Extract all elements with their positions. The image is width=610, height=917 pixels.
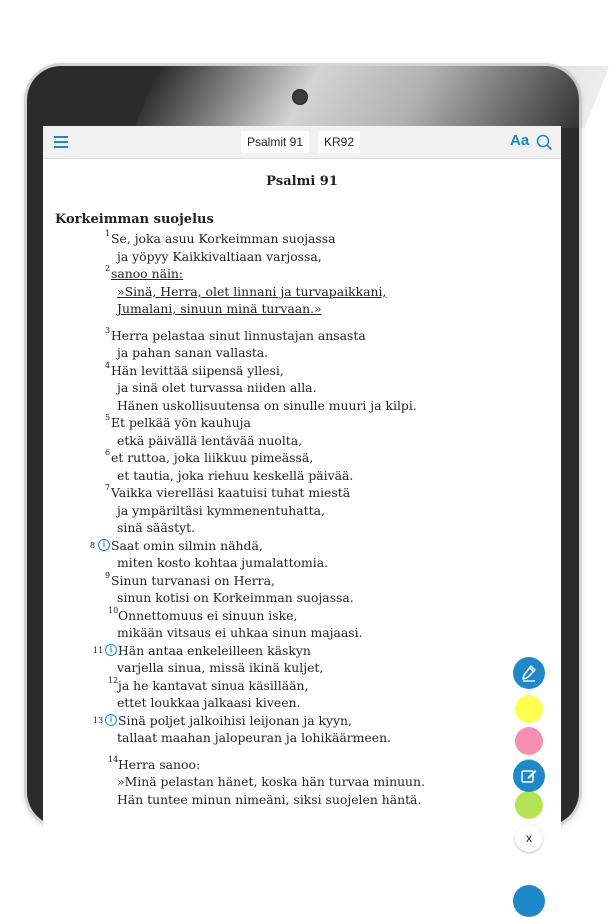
verse-text: sinä säästyt.: [117, 520, 196, 535]
verse-number: 12: [108, 675, 119, 685]
verse-line[interactable]: [43, 432, 513, 450]
verse-number: 2: [105, 264, 111, 273]
reading-pane: [43, 158, 561, 846]
verse-text: mikään vitsaus ei uhkaa sinun majaasi.: [117, 625, 363, 640]
verse-number: 13: [93, 715, 104, 725]
verse-number: 11: [93, 645, 104, 655]
info-icon[interactable]: i: [105, 714, 117, 726]
info-icon[interactable]: i: [105, 644, 117, 656]
verse-number: 3: [105, 325, 111, 335]
verse-line[interactable]: [43, 537, 513, 555]
verse-line[interactable]: [43, 449, 513, 467]
tablet-frame: [27, 66, 579, 845]
bible-version-selector[interactable]: KR92: [318, 131, 360, 153]
edit-note-button[interactable]: [513, 760, 545, 792]
verse-line[interactable]: [43, 265, 513, 283]
verse-text: et ruttoa, joka liikkuu pimeässä,: [111, 450, 314, 465]
verse-line[interactable]: [43, 379, 513, 397]
highlighter-pen-icon: [520, 664, 538, 682]
verse-text: »Minä pelastan hänet, koska hän turvaa minuun.: [117, 774, 425, 789]
verse-text: ja yöpyy Kaikkivaltiaan varjossa,: [117, 248, 322, 264]
verse-line[interactable]: [43, 397, 513, 415]
chapter-title: Psalmi 91: [266, 174, 338, 189]
verse-number: 4: [105, 360, 111, 370]
verse-line[interactable]: [43, 729, 513, 747]
edit-note-icon: [520, 767, 538, 785]
font-settings-button[interactable]: Aa: [510, 132, 530, 149]
verse-text: Hän tuntee minun nimeäni, siksi suojelen häntä.: [117, 791, 422, 807]
verse-number: 14: [108, 754, 119, 764]
highlight-green-swatch[interactable]: [515, 791, 543, 819]
close-palette-button[interactable]: x: [515, 824, 543, 852]
verse-text: ja he kantavat sinua käsillään,: [118, 677, 309, 693]
verse-text: ja pahan sanan vallasta.: [117, 345, 269, 360]
verse-list: [43, 230, 513, 808]
verse-text: etkä päivällä lentävää nuolta,: [117, 432, 303, 448]
verse-text-underlined: »Sinä, Herra, olet linnani ja turvapaikkani,: [117, 283, 387, 299]
verse-text: Hän levittää siipensä yllesi,: [111, 362, 284, 378]
verse-text: Sinun turvanasi on Herra,: [111, 572, 275, 588]
verse-text: varjella sinua, missä ikinä kuljet,: [117, 660, 324, 675]
verse-text: Se, joka asuu Korkeimman suojassa: [111, 231, 336, 246]
verse-line[interactable]: [43, 327, 513, 345]
verse-line[interactable]: [43, 230, 513, 248]
verse-line[interactable]: [43, 414, 513, 432]
top-toolbar: [43, 126, 561, 159]
verse-line[interactable]: [43, 502, 513, 520]
verse-text: Herra pelastaa sinut linnustajan ansasta: [111, 327, 366, 343]
verse-line[interactable]: [43, 554, 513, 572]
verse-text: Sinä poljet jalkoihisi leijonan ja kyyn,: [118, 712, 352, 728]
verse-line[interactable]: [43, 467, 513, 485]
verse-text: Et pelkää yön kauhuja: [111, 415, 251, 430]
verse-number: 5: [105, 413, 111, 422]
app-screen: [43, 126, 561, 846]
verse-text: ja sinä olet turvassa niiden alla.: [117, 380, 317, 395]
verse-text: sinun kotisi on Korkeimman suojassa.: [117, 590, 354, 605]
verse-line[interactable]: [43, 572, 513, 590]
verse-text: Hän antaa enkeleilleen käskyn: [118, 642, 311, 658]
verse-number: 10: [108, 605, 119, 615]
highlight-yellow-swatch[interactable]: [515, 695, 543, 723]
verse-line[interactable]: [43, 677, 513, 695]
verse-line[interactable]: [43, 300, 513, 318]
verse-text: Onnettomuus ei sinuun iske,: [118, 607, 298, 623]
verse-line[interactable]: [43, 694, 513, 712]
verse-number: 8: [90, 540, 96, 550]
search-icon[interactable]: [535, 133, 553, 151]
verse-text: Vaikka vierelläsi kaatuisi tuhat miestä: [111, 485, 351, 500]
verse-line[interactable]: [43, 344, 513, 362]
verse-number: 6: [105, 448, 111, 457]
verse-line[interactable]: [43, 362, 513, 380]
verse-number: 9: [105, 570, 111, 580]
verse-text: et tautia, joka riehuu keskellä päivää.: [117, 467, 354, 483]
verse-line[interactable]: [43, 589, 513, 607]
verse-text-underlined: sanoo näin:: [111, 266, 184, 281]
verse-line[interactable]: [43, 519, 513, 537]
verse-line[interactable]: [43, 248, 513, 266]
verse-number: 7: [105, 483, 111, 492]
info-icon[interactable]: i: [98, 539, 110, 551]
verse-text: ja ympäriltäsi kymmenentuhatta,: [117, 502, 325, 518]
verse-line[interactable]: [43, 712, 513, 730]
camera-icon: [292, 89, 308, 105]
verse-text: Herra sanoo:: [118, 756, 201, 772]
verse-line[interactable]: [43, 624, 513, 642]
verse-text: Saat omin silmin nähdä,: [111, 537, 263, 553]
verse-line[interactable]: [43, 283, 513, 301]
verse-line[interactable]: [43, 791, 513, 809]
hamburger-menu-icon[interactable]: [54, 136, 68, 148]
highlighter-button[interactable]: [513, 657, 545, 689]
verse-line[interactable]: [43, 659, 513, 677]
verse-line[interactable]: [43, 756, 513, 774]
section-heading: Korkeimman suojelus: [55, 212, 214, 227]
verse-line[interactable]: [43, 773, 513, 791]
verse-line[interactable]: [43, 642, 513, 660]
verse-number: 1: [105, 229, 111, 238]
device-reflection: [134, 66, 609, 128]
verse-text: ettet loukkaa jalkaasi kiveen.: [117, 695, 301, 710]
highlight-pink-swatch[interactable]: [515, 727, 543, 755]
verse-text: miten kosto kohtaa jumalattomia.: [117, 555, 329, 570]
verse-line[interactable]: [43, 607, 513, 625]
verse-line[interactable]: [43, 484, 513, 502]
book-chapter-selector[interactable]: Psalmit 91: [241, 131, 309, 153]
verse-text: tallaat maahan jalopeuran ja lohikäärmeen.: [117, 730, 391, 745]
verse-text: Hänen uskollisuutensa on sinulle muuri ja kilpi.: [117, 397, 417, 413]
verse-text-underlined: Jumalani, sinuun minä turvaan.»: [117, 301, 322, 316]
add-note-button[interactable]: [513, 885, 545, 917]
